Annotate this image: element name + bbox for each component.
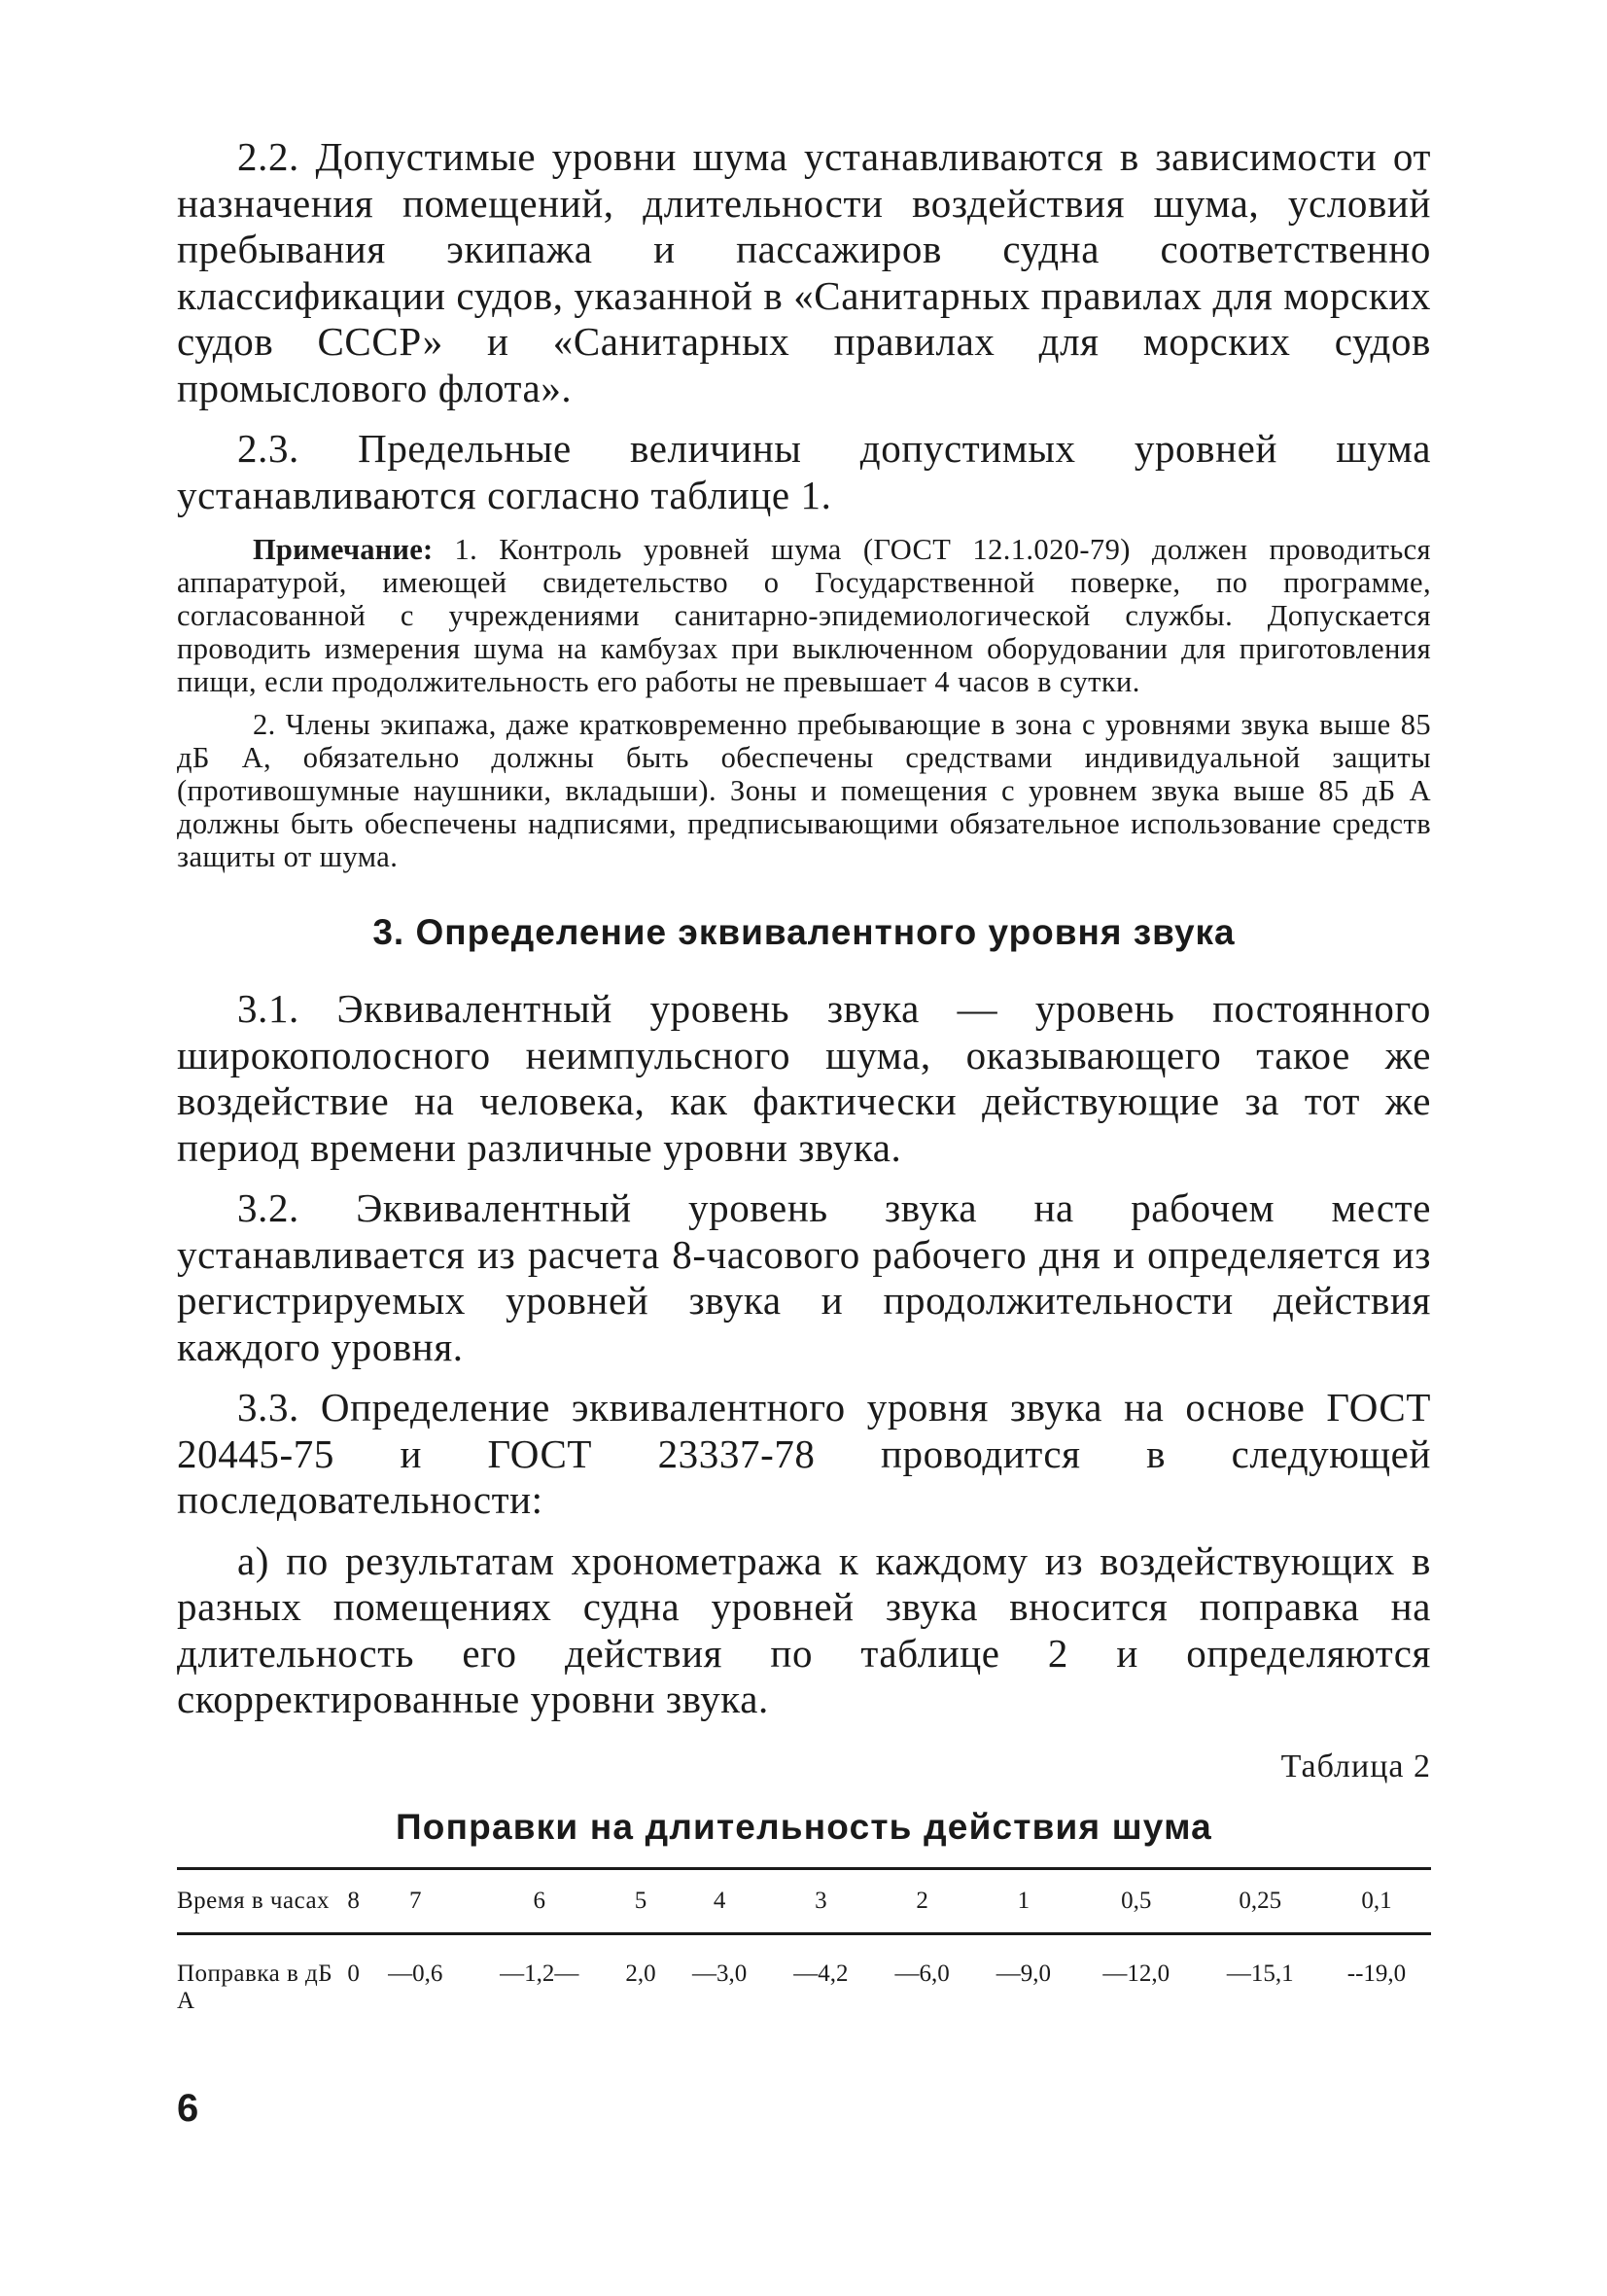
correction-cell: 0 [347,1960,360,1987]
paragraph-2-3: 2.3. Предельные величины допустимых уровней шума устанавливаются согласно таблице 1. [177,426,1431,517]
hours-cell: 7 [365,1868,466,1933]
row-header-hours: Время в часах [177,1868,342,1933]
hours-cell: 4 [669,1868,770,1933]
row-header-corrections: Поправка в дБ А [177,1960,333,2014]
correction-cell: --19,0 [1346,1960,1407,1987]
note-label: Примечание: [253,533,434,566]
correction-cell: —1,2— [500,1960,579,1987]
correction-cell: —4,2 [793,1960,849,1987]
hours-cell: 0,1 [1322,1868,1431,1933]
hours-cell: 1 [973,1868,1074,1933]
page-number: 6 [177,2087,199,2130]
hours-cell: 2 [872,1868,973,1933]
paragraph-3-2: 3.2. Эквивалентный уровень звука на рабочем месте устанавливается из расчета 8-часового рабочего дня и определяется из регистрируемых уровней звука и продолжительности действия каждого уровня. [177,1185,1431,1369]
correction-cell: 2,0 [625,1960,656,1987]
paragraph-3-1: 3.1. Эквивалентный уровень звука — уровень постоянного широкополосного неимпульсного шума, оказывающего такое же воздействие на человека, как фактически действующие за тот же период времени различные уровни звука. [177,986,1431,1170]
hours-cell: 0,5 [1074,1868,1198,1933]
correction-cell: —12,0 [1102,1960,1170,1987]
section-3-title: 3. Определение эквивалентного уровня звука [372,912,1236,952]
corrections-table [177,1867,1431,2021]
correction-cell: —9,0 [996,1960,1052,1987]
table-2-title: Поправки на длительность действия шума [396,1806,1212,1847]
correction-cell: —6,0 [894,1960,950,1987]
note-item-1 [177,533,1431,698]
hours-cell: 6 [466,1868,612,1933]
note-item-2: 2. Члены экипажа, даже кратковременно пребывающие в зона с уровнями звука выше 85 дБ А, обязательно должны быть обеспечены средствами индивидуальной защиты (противошумные наушники, вкладыши). Зоны и помещения с уровнем звука выше 85 дБ А должны быть обеспечены надписями, предписывающими обязательное использование средств защиты от шума. [177,708,1431,873]
paragraph-3-3: 3.3. Определение эквивалентного уровня звука на основе ГОСТ 20445-75 и ГОСТ 23337-78 проводится в следующей последовательности: [177,1385,1431,1522]
hours-cell: 8 [342,1868,365,1933]
note-item-1-text: 1. Контроль уровней шума (ГОСТ 12.1.020-79) должен проводиться аппаратурой, имеющей свидетельство о Государственной поверке, по программе, согласованной с учреждениями санитарно-эпидемиологической службы. Допускается проводить измерения шума на камбузах при выключенном оборудовании для приготовления пищи, если продолжительность его работы не превышает 4 часов в сутки. [177,533,1431,698]
paragraph-3-3-a: а) по результатам хронометража к каждому из воздействующих в разных помещениях судна уровней звука вносится поправка на длительность его действия по таблице 2 и определяются скорректированные уровни звука. [177,1537,1431,1721]
table-row-corrections [177,1933,1431,2021]
table-2-label: Таблица 2 [1280,1748,1431,1784]
table-row-hours [177,1868,1431,1933]
correction-cell: —0,6 [388,1960,443,1987]
document-page [177,134,1431,2021]
correction-cell: —15,1 [1226,1960,1294,1987]
hours-cell: 0,25 [1198,1868,1321,1933]
correction-cell: —3,0 [691,1960,748,1987]
paragraph-2-2: 2.2. Допустимые уровни шума устанавливаются в зависимости от назначения помещений, длительности воздействия шума, условий пребывания экипажа и пассажиров судна соответственно классификации судов, указанной в «Санитарных правилах для морских судов СССР» и «Санитарных правилах для морских судов промыслового флота». [177,134,1431,410]
hours-cell: 5 [612,1868,669,1933]
hours-cell: 3 [770,1868,871,1933]
